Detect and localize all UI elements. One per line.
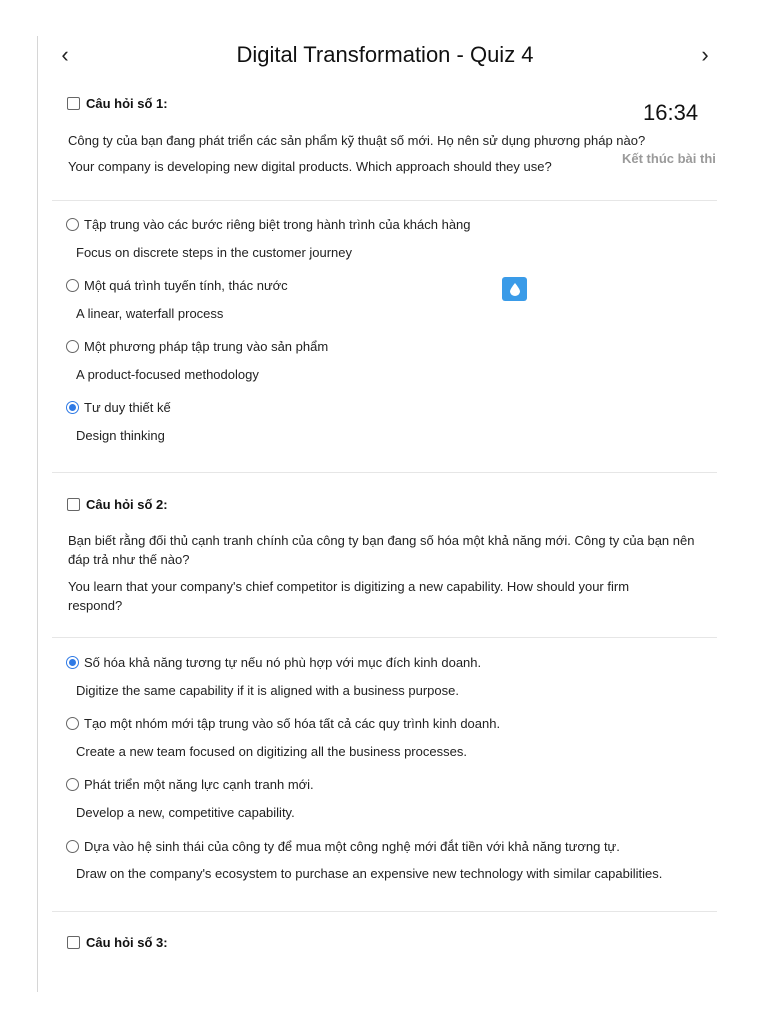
q1-option-3[interactable] [66,339,328,354]
question-1-label: Câu hỏi số 1: [86,96,168,111]
option-label-vi: Phát triển một năng lực cạnh tranh mới. [84,777,314,792]
radio-button[interactable] [66,840,79,853]
radio-button[interactable] [66,340,79,353]
question-1-header [67,96,168,111]
option-label-vi: Dựa vào hệ sinh thái của công ty để mua một công nghệ mới đắt tiền với khả năng tương tự. [84,839,620,854]
radio-button-selected[interactable] [66,656,79,669]
flag-question-1-checkbox[interactable] [67,97,80,110]
q2-option-1[interactable] [66,655,481,670]
q1-option-4[interactable] [66,400,171,415]
option-label-en: Develop a new, competitive capability. [76,805,295,820]
question-1-text-vi: Công ty của bạn đang phát triển các sản phẩm kỹ thuật số mới. Họ nên sử dụng phương pháp nào? [68,133,646,148]
question-1-text-en: Your company is developing new digital products. Which approach should they use? [68,159,552,174]
quiz-header [40,36,730,76]
drop-icon-button[interactable] [502,277,527,301]
radio-button[interactable] [66,778,79,791]
radio-button-selected[interactable] [66,401,79,414]
option-label-en: Draw on the company's ecosystem to purchase an expensive new technology with similar capabilities. [76,866,663,881]
divider [52,200,717,201]
countdown-timer: 16:34 [643,100,699,125]
option-label-vi: Tư duy thiết kế [84,400,171,415]
radio-button[interactable] [66,218,79,231]
question-2-label: Câu hỏi số 2: [86,497,168,512]
prev-question-button[interactable]: ‹ [61,42,69,67]
question-2-text-vi: Bạn biết rằng đối thủ cạnh tranh chính của công ty bạn đang số hóa một khả năng mới. Công ty của bạn nên đáp trả như thế nào? [68,533,695,567]
radio-button[interactable] [66,717,79,730]
flag-question-3-checkbox[interactable] [67,936,80,949]
finish-exam-button[interactable]: Kết thúc bài thi [622,151,716,166]
option-label-en: Digitize the same capability if it is aligned with a business purpose. [76,683,459,698]
option-label-en: Create a new team focused on digitizing all the business processes. [76,744,467,759]
divider [52,911,717,912]
option-label-en: A linear, waterfall process [76,306,224,321]
q1-option-1[interactable] [66,217,471,232]
left-border [37,36,38,992]
q2-option-4[interactable] [66,839,620,854]
question-2-text-en: You learn that your company's chief competitor is digitizing a new capability. How should your firm respond? [68,579,630,613]
q2-option-2[interactable] [66,716,500,731]
option-label-en: Focus on discrete steps in the customer journey [76,245,353,260]
option-label-vi: Tập trung vào các bước riêng biệt trong hành trình của khách hàng [84,217,471,232]
question-3-header [67,935,168,950]
option-label-vi: Một phương pháp tập trung vào sản phẩm [84,339,329,354]
flag-question-2-checkbox[interactable] [67,498,80,511]
option-label-vi: Tạo một nhóm mới tập trung vào số hóa tất cả các quy trình kinh doanh. [84,716,501,731]
q1-option-2[interactable] [66,278,288,293]
option-label-en: Design thinking [76,428,165,443]
next-question-button[interactable]: › [701,42,709,67]
page-title: Digital Transformation - Quiz 4 [236,42,534,67]
divider [52,637,717,638]
divider [52,472,717,473]
q2-option-3[interactable] [66,777,314,792]
option-label-vi: Số hóa khả năng tương tự nếu nó phù hợp với mục đích kinh doanh. [84,655,482,670]
question-3-label: Câu hỏi số 3: [86,935,168,950]
option-label-en: A product-focused methodology [76,367,259,382]
option-label-vi: Một quá trình tuyến tính, thác nước [84,278,288,293]
water-drop-icon [510,283,520,296]
radio-button[interactable] [66,279,79,292]
question-2-header [67,497,168,512]
